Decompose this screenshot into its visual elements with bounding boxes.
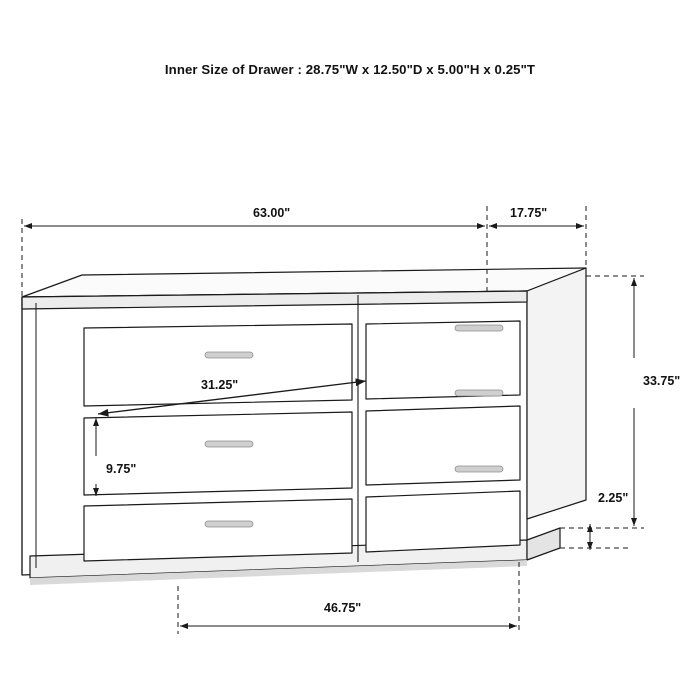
dresser-base-side [527,528,560,560]
dimension-width-total-label: 63.00" [253,206,291,220]
drawer-handle[interactable] [455,466,503,472]
dimension-drawer-width-label: 31.25" [201,378,239,392]
dimension-depth-top-label: 17.75" [510,206,548,220]
drawer-handle[interactable] [205,441,253,447]
drawer-left-bottom[interactable] [84,499,352,561]
dimension-base-height-label: 2.25" [598,491,629,505]
dresser-body [22,268,586,585]
drawer-left-top[interactable] [84,324,352,406]
drawer-right-top[interactable] [366,321,520,399]
drawer-handle[interactable] [455,390,503,396]
dimension-height-total-label: 33.75" [643,374,681,388]
page-title: Inner Size of Drawer : 28.75"W x 12.50"D x 5.00"H x 0.25"T [164,62,536,77]
dresser-side-panel [527,268,586,519]
drawer-handle[interactable] [205,352,253,358]
dimension-drawer-height-label: 9.75" [106,462,137,476]
drawer-handle[interactable] [205,521,253,527]
dimension-base-width-label: 46.75" [324,601,362,615]
drawer-handle[interactable] [455,325,503,331]
drawer-left-middle[interactable] [84,412,352,495]
